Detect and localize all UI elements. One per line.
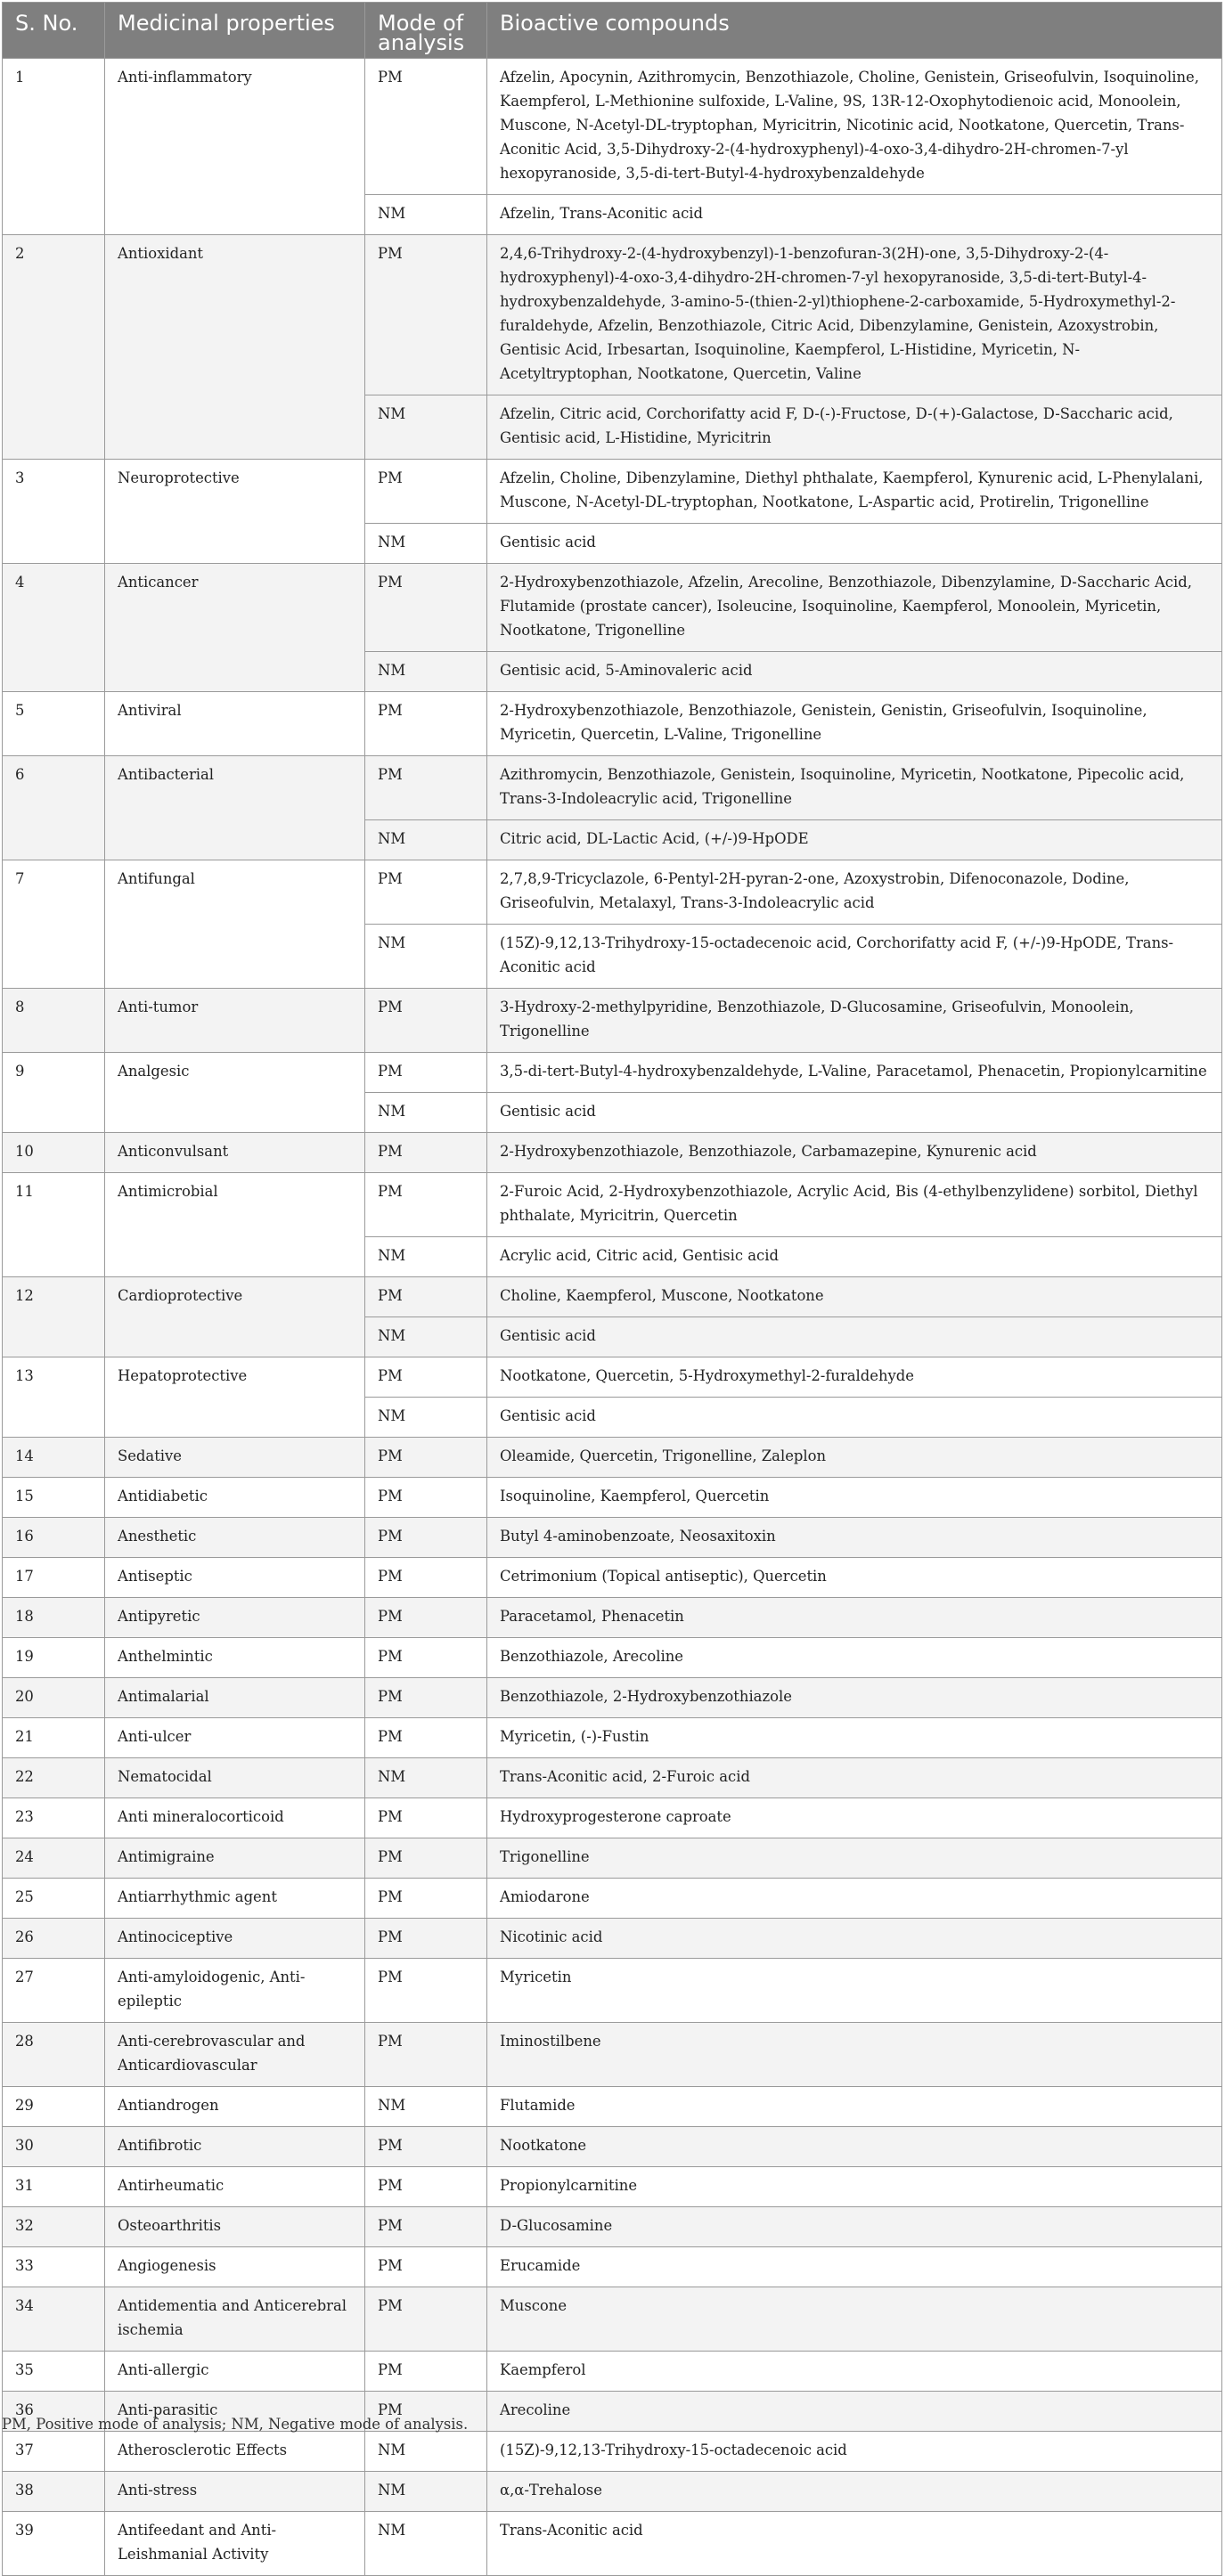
table-row bbox=[3, 756, 1222, 820]
table-row bbox=[3, 1518, 1222, 1558]
serial-number-cell: 8 bbox=[3, 989, 105, 1053]
table-row bbox=[3, 1879, 1222, 1919]
bioactive-compounds-cell: (15Z)-9,12,13-Trihydroxy-15-octadecenoic acid bbox=[487, 2432, 1222, 2472]
table-row bbox=[3, 1758, 1222, 1798]
serial-number-cell: 31 bbox=[3, 2167, 105, 2207]
table-row bbox=[3, 2127, 1222, 2167]
bioactive-compounds-cell: Gentisic acid bbox=[487, 1398, 1222, 1438]
table-header-row bbox=[3, 3, 1222, 59]
bioactive-compounds-cell: Afzelin, Choline, Dibenzylamine, Diethyl phthalate, Kaempferol, Kynurenic acid, L-Phenylalani, Muscone, N-Acetyl-DL-tryptophan, Nootkatone, L-Aspartic acid, Protirelin, Trigonelline bbox=[487, 460, 1222, 524]
medicinal-property-cell: Anesthetic bbox=[105, 1518, 365, 1558]
mode-of-analysis-cell: NM bbox=[365, 2472, 487, 2512]
mode-of-analysis-cell: NM bbox=[365, 925, 487, 989]
serial-number-cell: 7 bbox=[3, 860, 105, 989]
bioactive-compounds-cell: Myricetin bbox=[487, 1959, 1222, 2023]
mode-of-analysis-cell: PM bbox=[365, 1357, 487, 1398]
medicinal-property-cell: Neuroprotective bbox=[105, 460, 365, 564]
mode-of-analysis-cell: PM bbox=[365, 2247, 487, 2287]
medicinal-property-cell: Anti-stress bbox=[105, 2472, 365, 2512]
bioactive-compounds-cell: Kaempferol bbox=[487, 2352, 1222, 2392]
mode-of-analysis-cell: NM bbox=[365, 652, 487, 692]
mode-of-analysis-cell: NM bbox=[365, 2087, 487, 2127]
medicinal-property-cell: Sedative bbox=[105, 1438, 365, 1478]
serial-number-cell: 21 bbox=[3, 1718, 105, 1758]
table-row bbox=[3, 860, 1222, 925]
serial-number-cell: 2 bbox=[3, 235, 105, 460]
mode-of-analysis-cell: NM bbox=[365, 524, 487, 564]
bioactive-compounds-cell: Isoquinoline, Kaempferol, Quercetin bbox=[487, 1478, 1222, 1518]
medicinal-property-cell: Anticonvulsant bbox=[105, 1133, 365, 1173]
table-row bbox=[3, 59, 1222, 195]
serial-number-cell: 34 bbox=[3, 2287, 105, 2352]
serial-number-cell: 17 bbox=[3, 1558, 105, 1598]
table-footnote: PM, Positive mode of analysis; NM, Negative mode of analysis. bbox=[2, 2416, 469, 2433]
mode-of-analysis-cell: PM bbox=[365, 235, 487, 395]
mode-of-analysis-cell: NM bbox=[365, 1398, 487, 1438]
medicinal-property-cell: Antidiabetic bbox=[105, 1478, 365, 1518]
serial-number-cell: 36 bbox=[3, 2392, 105, 2432]
serial-number-cell: 9 bbox=[3, 1053, 105, 1133]
mode-of-analysis-cell: PM bbox=[365, 1959, 487, 2023]
table-row bbox=[3, 2512, 1222, 2576]
medicinal-property-cell: Osteoarthritis bbox=[105, 2207, 365, 2247]
medicinal-property-cell: Antiandrogen bbox=[105, 2087, 365, 2127]
serial-number-cell: 20 bbox=[3, 1678, 105, 1718]
table-row bbox=[3, 1173, 1222, 1237]
serial-number-cell: 35 bbox=[3, 2352, 105, 2392]
serial-number-cell: 5 bbox=[3, 692, 105, 756]
mode-of-analysis-cell: PM bbox=[365, 2207, 487, 2247]
serial-number-cell: 23 bbox=[3, 1798, 105, 1838]
serial-number-cell: 28 bbox=[3, 2023, 105, 2087]
bioactive-compounds-cell: Acrylic acid, Citric acid, Gentisic acid bbox=[487, 1237, 1222, 1277]
mode-of-analysis-cell: PM bbox=[365, 989, 487, 1053]
table-row bbox=[3, 1133, 1222, 1173]
table-row bbox=[3, 989, 1222, 1053]
serial-number-cell: 14 bbox=[3, 1438, 105, 1478]
bioactive-compounds-cell: Gentisic acid bbox=[487, 1093, 1222, 1133]
serial-number-cell: 1 bbox=[3, 59, 105, 235]
bioactive-compounds-cell: Propionylcarnitine bbox=[487, 2167, 1222, 2207]
medicinal-property-cell: Antifibrotic bbox=[105, 2127, 365, 2167]
bioactive-compounds-cell: Afzelin, Citric acid, Corchorifatty acid F, D-(-)-Fructose, D-(+)-Galactose, D-Saccharic acid, Gentisic acid, L-Histidine, Myricitrin bbox=[487, 395, 1222, 460]
medicinal-property-cell: Hepatoprotective bbox=[105, 1357, 365, 1438]
bioactive-compounds-cell: Trans-Aconitic acid, 2-Furoic acid bbox=[487, 1758, 1222, 1798]
medicinal-property-cell: Angiogenesis bbox=[105, 2247, 365, 2287]
mode-of-analysis-cell: PM bbox=[365, 1173, 487, 1237]
mode-of-analysis-cell: NM bbox=[365, 195, 487, 235]
bioactive-compounds-cell: 2-Furoic Acid, 2-Hydroxybenzothiazole, Acrylic Acid, Bis (4-ethylbenzylidene) sorbitol, Diethyl phthalate, Myricitrin, Quercetin bbox=[487, 1173, 1222, 1237]
serial-number-cell: 13 bbox=[3, 1357, 105, 1438]
mode-of-analysis-cell: PM bbox=[365, 1277, 487, 1317]
mode-of-analysis-cell: PM bbox=[365, 2127, 487, 2167]
bioactive-compounds-cell: Gentisic acid bbox=[487, 1317, 1222, 1357]
bioactive-compounds-cell: Trigonelline bbox=[487, 1838, 1222, 1879]
bioactive-compounds-cell: Flutamide bbox=[487, 2087, 1222, 2127]
bioactive-compounds-cell: Erucamide bbox=[487, 2247, 1222, 2287]
table-row bbox=[3, 2247, 1222, 2287]
table-row bbox=[3, 1718, 1222, 1758]
mode-of-analysis-cell: PM bbox=[365, 1438, 487, 1478]
serial-number-cell: 6 bbox=[3, 756, 105, 860]
medicinal-property-cell: Antimigraine bbox=[105, 1838, 365, 1879]
table-row bbox=[3, 2023, 1222, 2087]
medicinal-property-cell: Cardioprotective bbox=[105, 1277, 365, 1357]
mode-of-analysis-cell: NM bbox=[365, 2432, 487, 2472]
medicinal-property-cell: Anti-cerebrovascular and Anticardiovascular bbox=[105, 2023, 365, 2087]
mode-of-analysis-cell: PM bbox=[365, 1518, 487, 1558]
medicinal-property-cell: Antirheumatic bbox=[105, 2167, 365, 2207]
bioactive-compounds-cell: Nootkatone bbox=[487, 2127, 1222, 2167]
medicinal-property-cell: Antimalarial bbox=[105, 1678, 365, 1718]
bioactive-compounds-cell: Gentisic acid bbox=[487, 524, 1222, 564]
header-bioactive-compounds: Bioactive compounds bbox=[487, 3, 1222, 59]
mode-of-analysis-cell: PM bbox=[365, 59, 487, 195]
bioactive-compounds-cell: 2-Hydroxybenzothiazole, Benzothiazole, Carbamazepine, Kynurenic acid bbox=[487, 1133, 1222, 1173]
bioactive-compounds-cell: 2-Hydroxybenzothiazole, Benzothiazole, Genistein, Genistin, Griseofulvin, Isoquinoline, Myricetin, Quercetin, L-Valine, Trigonelline bbox=[487, 692, 1222, 756]
bioactive-compounds-cell: 2,4,6-Trihydroxy-2-(4-hydroxybenzyl)-1-benzofuran-3(2H)-one, 3,5-Dihydroxy-2-(4-hydroxyphenyl)-4-oxo-3,4-dihydro-2H-chromen-7-yl hexopyranoside, 3,5-di-tert-Butyl-4-hydroxybenzaldehyde, 3-amino-5-(thien-2-yl)thiophene-2-carboxamide, 5-Hydroxymethyl-2-furaldehyde, Afzelin, Benzothiazole, Citric Acid, Dibenzylamine, Genistein, Azoxystrobin, Gentisic Acid, Irbesartan, Isoquinoline, Kaempferol, L-Histidine, Myricetin, N-Acetyltryptophan, Nootkatone, Quercetin, Valine bbox=[487, 235, 1222, 395]
serial-number-cell: 29 bbox=[3, 2087, 105, 2127]
mode-of-analysis-cell: PM bbox=[365, 1838, 487, 1879]
header-serial-no: S. No. bbox=[3, 3, 105, 59]
medicinal-property-cell: Antibacterial bbox=[105, 756, 365, 860]
bioactive-compounds-cell: Azithromycin, Benzothiazole, Genistein, Isoquinoline, Myricetin, Nootkatone, Pipecolic acid, Trans-3-Indoleacrylic acid, Trigonelline bbox=[487, 756, 1222, 820]
mode-of-analysis-cell: PM bbox=[365, 1638, 487, 1678]
bioactive-compounds-cell: Butyl 4-aminobenzoate, Neosaxitoxin bbox=[487, 1518, 1222, 1558]
table-row bbox=[3, 2432, 1222, 2472]
serial-number-cell: 33 bbox=[3, 2247, 105, 2287]
table-row bbox=[3, 1678, 1222, 1718]
mode-of-analysis-cell: PM bbox=[365, 1798, 487, 1838]
mode-of-analysis-cell: PM bbox=[365, 2392, 487, 2432]
table-row bbox=[3, 1959, 1222, 2023]
bioactive-compounds-cell: Citric acid, DL-Lactic Acid, (+/-)9-HpODE bbox=[487, 820, 1222, 860]
mode-of-analysis-cell: PM bbox=[365, 2287, 487, 2352]
mode-of-analysis-cell: PM bbox=[365, 1718, 487, 1758]
mode-of-analysis-cell: PM bbox=[365, 2167, 487, 2207]
medicinal-property-cell: Anti-tumor bbox=[105, 989, 365, 1053]
mode-of-analysis-cell: PM bbox=[365, 1558, 487, 1598]
header-medicinal-properties: Medicinal properties bbox=[105, 3, 365, 59]
serial-number-cell: 10 bbox=[3, 1133, 105, 1173]
table-row bbox=[3, 564, 1222, 652]
bioactive-compounds-cell: Nootkatone, Quercetin, 5-Hydroxymethyl-2-furaldehyde bbox=[487, 1357, 1222, 1398]
serial-number-cell: 18 bbox=[3, 1598, 105, 1638]
mode-of-analysis-cell: PM bbox=[365, 860, 487, 925]
bioactive-compounds-cell: Choline, Kaempferol, Muscone, Nootkatone bbox=[487, 1277, 1222, 1317]
mode-of-analysis-cell: PM bbox=[365, 2352, 487, 2392]
mode-of-analysis-cell: PM bbox=[365, 1478, 487, 1518]
table-row bbox=[3, 1598, 1222, 1638]
medicinal-property-cell: Antiviral bbox=[105, 692, 365, 756]
medicinal-property-cell: Analgesic bbox=[105, 1053, 365, 1133]
serial-number-cell: 32 bbox=[3, 2207, 105, 2247]
bioactive-compounds-cell: 2,7,8,9-Tricyclazole, 6-Pentyl-2H-pyran-2-one, Azoxystrobin, Difenoconazole, Dodine, Griseofulvin, Metalaxyl, Trans-3-Indoleacrylic acid bbox=[487, 860, 1222, 925]
mode-of-analysis-cell: NM bbox=[365, 1093, 487, 1133]
medicinal-property-cell: Antioxidant bbox=[105, 235, 365, 460]
serial-number-cell: 15 bbox=[3, 1478, 105, 1518]
mode-of-analysis-cell: NM bbox=[365, 1317, 487, 1357]
bioactive-compounds-cell: Afzelin, Trans-Aconitic acid bbox=[487, 195, 1222, 235]
table-row bbox=[3, 1638, 1222, 1678]
mode-of-analysis-cell: NM bbox=[365, 1237, 487, 1277]
bioactive-compounds-cell: 3,5-di-tert-Butyl-4-hydroxybenzaldehyde, L-Valine, Paracetamol, Phenacetin, Propionylcarnitine bbox=[487, 1053, 1222, 1093]
serial-number-cell: 12 bbox=[3, 1277, 105, 1357]
bioactive-compounds-cell: D-Glucosamine bbox=[487, 2207, 1222, 2247]
medicinal-property-cell: Atherosclerotic Effects bbox=[105, 2432, 365, 2472]
table-row bbox=[3, 2287, 1222, 2352]
table-row bbox=[3, 1053, 1222, 1093]
medicinal-property-cell: Nematocidal bbox=[105, 1758, 365, 1798]
bioactive-compounds-cell: Iminostilbene bbox=[487, 2023, 1222, 2087]
mode-of-analysis-cell: PM bbox=[365, 692, 487, 756]
serial-number-cell: 19 bbox=[3, 1638, 105, 1678]
bioactive-compounds-cell: 2-Hydroxybenzothiazole, Afzelin, Arecoline, Benzothiazole, Dibenzylamine, D-Saccharic Acid, Flutamide (prostate cancer), Isoleucine, Isoquinoline, Kaempferol, Monoolein, Myricetin, Nootkatone, Trigonelline bbox=[487, 564, 1222, 652]
serial-number-cell: 16 bbox=[3, 1518, 105, 1558]
table-row bbox=[3, 2207, 1222, 2247]
compounds-table bbox=[2, 2, 1222, 2576]
medicinal-property-cell: Antipyretic bbox=[105, 1598, 365, 1638]
table-row bbox=[3, 2352, 1222, 2392]
table-row bbox=[3, 1478, 1222, 1518]
bioactive-compounds-cell: (15Z)-9,12,13-Trihydroxy-15-octadecenoic acid, Corchorifatty acid F, (+/-)9-HpODE, Trans-Aconitic acid bbox=[487, 925, 1222, 989]
table-row bbox=[3, 1798, 1222, 1838]
bioactive-compounds-cell: Benzothiazole, Arecoline bbox=[487, 1638, 1222, 1678]
medicinal-property-cell: Antifungal bbox=[105, 860, 365, 989]
table-row bbox=[3, 2087, 1222, 2127]
serial-number-cell: 25 bbox=[3, 1879, 105, 1919]
bioactive-compounds-cell: Nicotinic acid bbox=[487, 1919, 1222, 1959]
serial-number-cell: 11 bbox=[3, 1173, 105, 1277]
table-row bbox=[3, 692, 1222, 756]
medicinal-property-cell: Anthelmintic bbox=[105, 1638, 365, 1678]
bioactive-compounds-cell: 3-Hydroxy-2-methylpyridine, Benzothiazole, D-Glucosamine, Griseofulvin, Monoolein, Trigonelline bbox=[487, 989, 1222, 1053]
mode-of-analysis-cell: PM bbox=[365, 460, 487, 524]
medicinal-property-cell: Anticancer bbox=[105, 564, 365, 692]
mode-of-analysis-cell: PM bbox=[365, 2023, 487, 2087]
table-row bbox=[3, 2167, 1222, 2207]
mode-of-analysis-cell: PM bbox=[365, 564, 487, 652]
serial-number-cell: 26 bbox=[3, 1919, 105, 1959]
serial-number-cell: 37 bbox=[3, 2432, 105, 2472]
table-row bbox=[3, 1919, 1222, 1959]
table-row bbox=[3, 235, 1222, 395]
serial-number-cell: 22 bbox=[3, 1758, 105, 1798]
mode-of-analysis-cell: PM bbox=[365, 1919, 487, 1959]
medicinal-property-cell: Anti-allergic bbox=[105, 2352, 365, 2392]
bioactive-compounds-cell: Trans-Aconitic acid bbox=[487, 2512, 1222, 2576]
medicinal-property-cell: Antimicrobial bbox=[105, 1173, 365, 1277]
bioactive-compounds-cell: Paracetamol, Phenacetin bbox=[487, 1598, 1222, 1638]
mode-of-analysis-cell: NM bbox=[365, 1758, 487, 1798]
mode-of-analysis-cell: NM bbox=[365, 395, 487, 460]
mode-of-analysis-cell: PM bbox=[365, 1053, 487, 1093]
serial-number-cell: 27 bbox=[3, 1959, 105, 2023]
bioactive-compounds-cell: Afzelin, Apocynin, Azithromycin, Benzothiazole, Choline, Genistein, Griseofulvin, Isoquinoline, Kaempferol, L-Methionine sulfoxide, L-Valine, 9S, 13R-12-Oxophytodienoic acid, Monoolein, Muscone, N-Acetyl-DL-tryptophan, Myricitrin, Nicotinic acid, Nootkatone, Quercetin, Trans-Aconitic Acid, 3,5-Dihydroxy-2-(4-hydroxyphenyl)-4-oxo-3,4-dihydro-2H-chromen-7-yl hexopyranoside, 3,5-di-tert-Butyl-4-hydroxybenzaldehyde bbox=[487, 59, 1222, 195]
medicinal-property-cell: Anti-inflammatory bbox=[105, 59, 365, 235]
medicinal-property-cell: Anti mineralocorticoid bbox=[105, 1798, 365, 1838]
medicinal-property-cell: Anti-ulcer bbox=[105, 1718, 365, 1758]
serial-number-cell: 4 bbox=[3, 564, 105, 692]
bioactive-compounds-cell: Cetrimonium (Topical antiseptic), Quercetin bbox=[487, 1558, 1222, 1598]
table-body bbox=[3, 59, 1222, 2576]
medicinal-property-cell: Anti-amyloidogenic, Anti-epileptic bbox=[105, 1959, 365, 2023]
bioactive-compounds-cell: Arecoline bbox=[487, 2392, 1222, 2432]
header-mode-of-analysis: Mode of analysis bbox=[365, 3, 487, 59]
medicinal-property-cell: Antifeedant and Anti-Leishmanial Activity bbox=[105, 2512, 365, 2576]
serial-number-cell: 39 bbox=[3, 2512, 105, 2576]
mode-of-analysis-cell: PM bbox=[365, 1879, 487, 1919]
table-row bbox=[3, 1357, 1222, 1398]
bioactive-compounds-cell: Oleamide, Quercetin, Trigonelline, Zaleplon bbox=[487, 1438, 1222, 1478]
serial-number-cell: 3 bbox=[3, 460, 105, 564]
serial-number-cell: 24 bbox=[3, 1838, 105, 1879]
bioactive-compounds-cell: Myricetin, (-)-Fustin bbox=[487, 1718, 1222, 1758]
bioactive-compounds-cell: Muscone bbox=[487, 2287, 1222, 2352]
table-row bbox=[3, 1838, 1222, 1879]
mode-of-analysis-cell: PM bbox=[365, 1678, 487, 1718]
bioactive-compounds-cell: Amiodarone bbox=[487, 1879, 1222, 1919]
medicinal-property-cell: Antinociceptive bbox=[105, 1919, 365, 1959]
table-row bbox=[3, 460, 1222, 524]
mode-of-analysis-cell: PM bbox=[365, 1133, 487, 1173]
table-row bbox=[3, 1438, 1222, 1478]
bioactive-compounds-cell: Hydroxyprogesterone caproate bbox=[487, 1798, 1222, 1838]
table-row bbox=[3, 1277, 1222, 1317]
bioactive-compounds-cell: Benzothiazole, 2-Hydroxybenzothiazole bbox=[487, 1678, 1222, 1718]
bioactive-compounds-cell: Gentisic acid, 5-Aminovaleric acid bbox=[487, 652, 1222, 692]
medicinal-property-cell: Antiseptic bbox=[105, 1558, 365, 1598]
serial-number-cell: 38 bbox=[3, 2472, 105, 2512]
table-row bbox=[3, 1558, 1222, 1598]
bioactive-compounds-cell: α,α-Trehalose bbox=[487, 2472, 1222, 2512]
mode-of-analysis-cell: NM bbox=[365, 820, 487, 860]
mode-of-analysis-cell: PM bbox=[365, 1598, 487, 1638]
medicinal-property-cell: Antiarrhythmic agent bbox=[105, 1879, 365, 1919]
medicinal-property-cell: Antidementia and Anticerebral ischemia bbox=[105, 2287, 365, 2352]
medicinal-property-cell: Anti-parasitic bbox=[105, 2392, 365, 2432]
mode-of-analysis-cell: NM bbox=[365, 2512, 487, 2576]
table-row bbox=[3, 2472, 1222, 2512]
serial-number-cell: 30 bbox=[3, 2127, 105, 2167]
mode-of-analysis-cell: PM bbox=[365, 756, 487, 820]
